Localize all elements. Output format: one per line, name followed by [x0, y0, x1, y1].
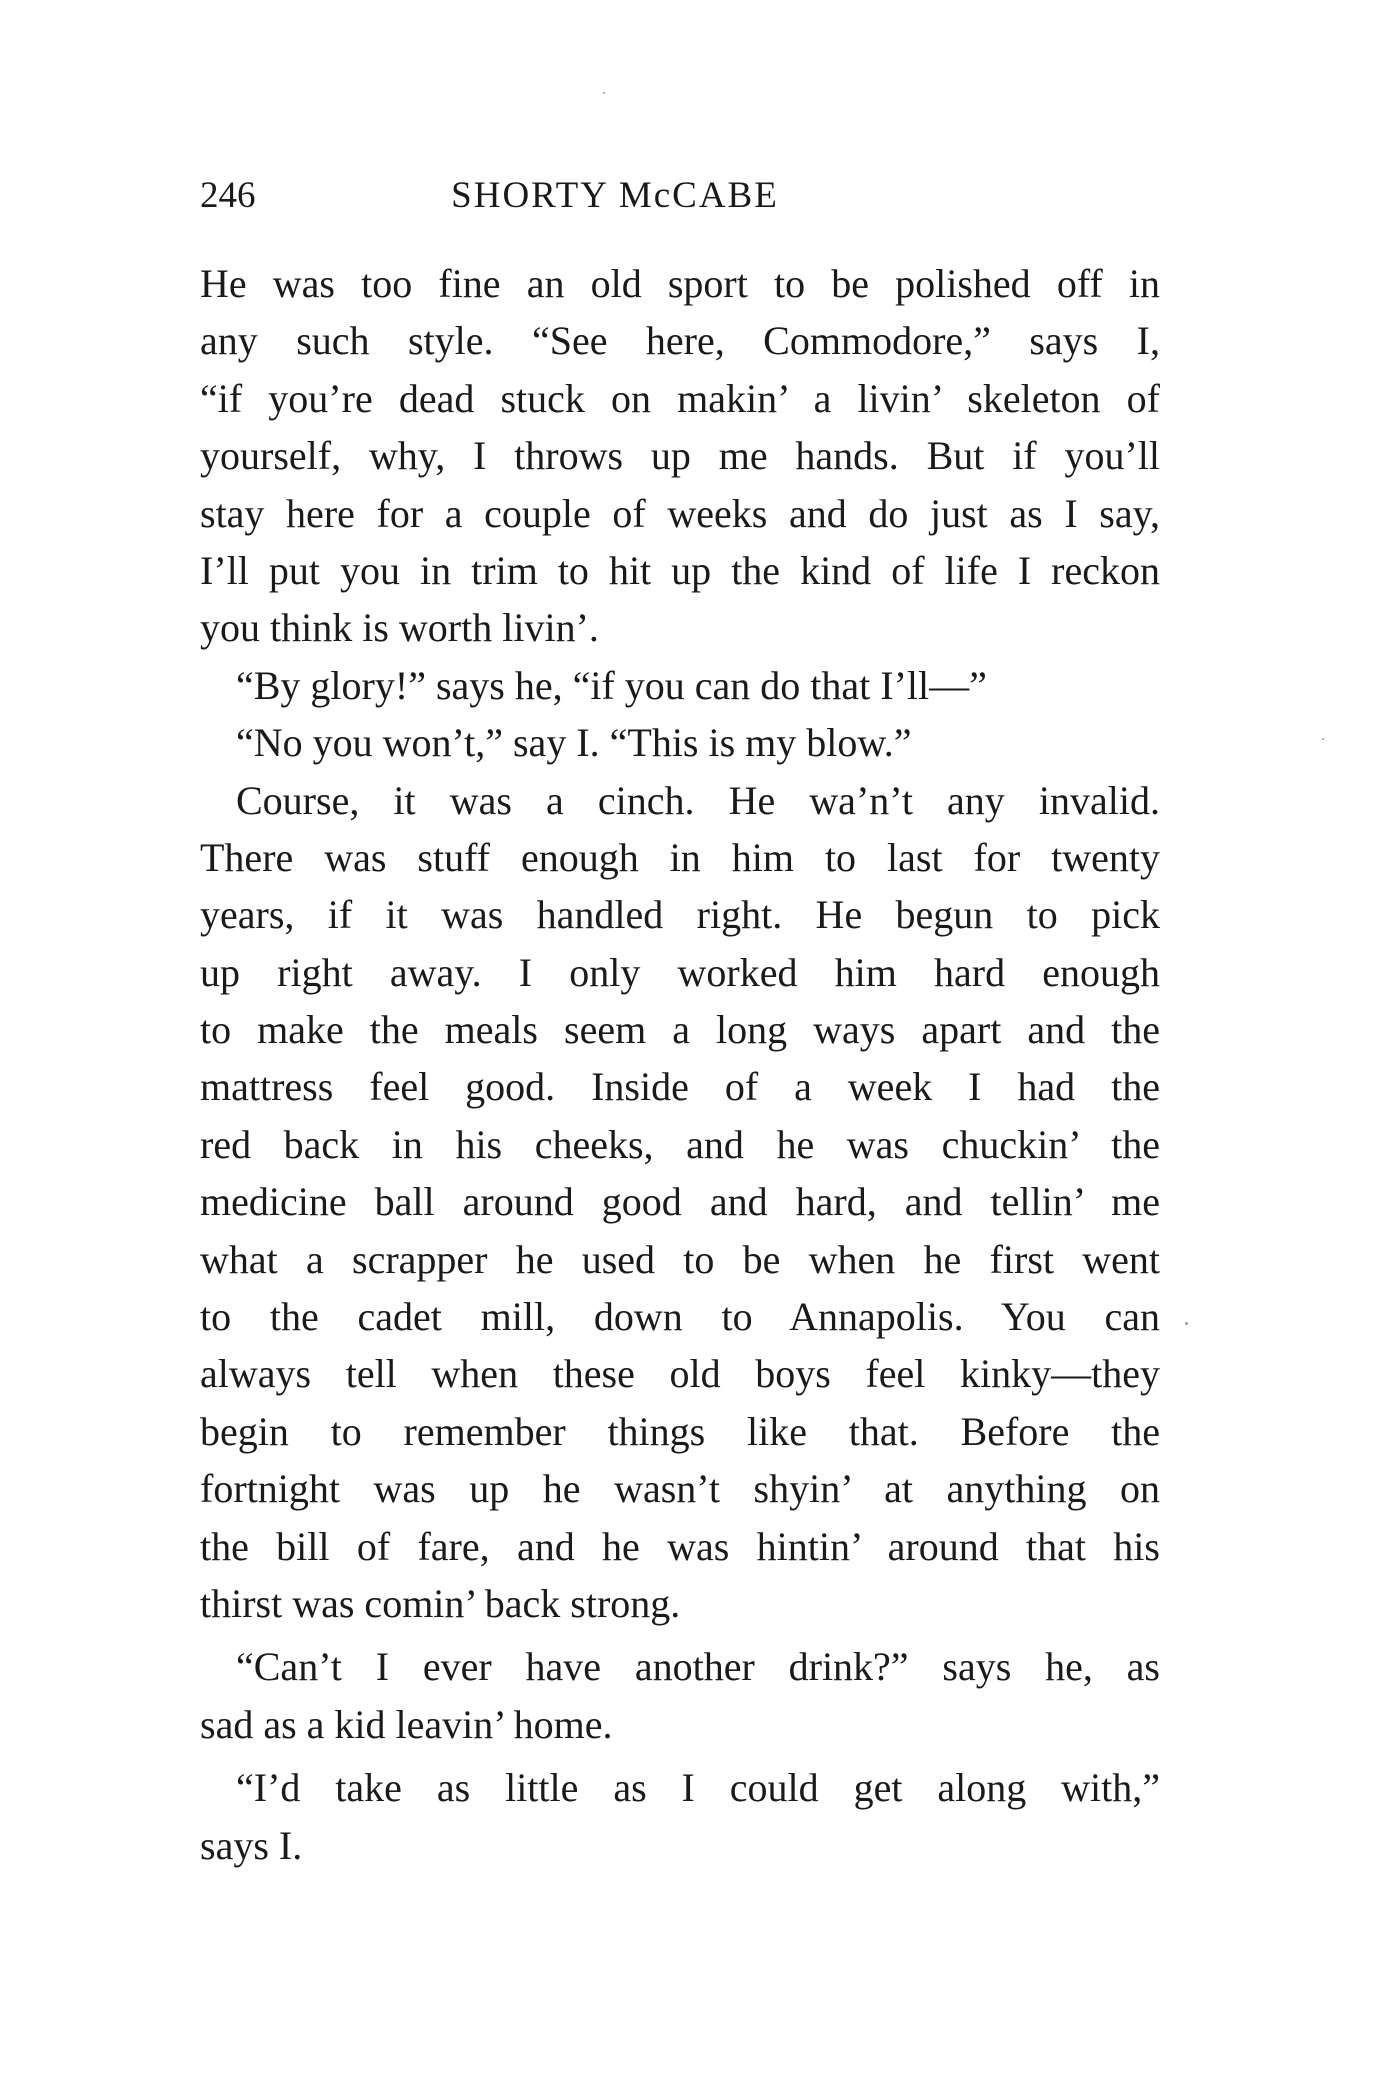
text-line: years, if it was handled right. He begun to pick	[200, 892, 1160, 938]
text-line: any such style. “See here, Commodore,” says I,	[200, 318, 1160, 364]
text-line: to make the meals seem a long ways apart and the	[200, 1007, 1160, 1053]
text-line: “I’d take as little as I could get along with,”	[236, 1765, 1160, 1811]
text-line: what a scrapper he used to be when he first went	[200, 1236, 1160, 1282]
text-line: stay here for a couple of weeks and do just as I say,	[200, 490, 1160, 536]
text-line: the bill of fare, and he was hintin’ around that his	[200, 1523, 1160, 1569]
text-line: to the cadet mill, down to Annapolis. You can	[200, 1294, 1160, 1340]
text-line: thirst was comin’ back strong.	[200, 1580, 681, 1626]
text-line: I’ll put you in trim to hit up the kind of life I reckon	[200, 547, 1160, 593]
scan-speck	[603, 92, 605, 94]
text-line: mattress feel good. Inside of a week I had the	[200, 1064, 1160, 1110]
text-line: sad as a kid leavin’ home.	[200, 1701, 613, 1747]
text-line: “if you’re dead stuck on makin’ a livin’ skeleton of	[200, 375, 1160, 421]
text-line: you think is worth livin’.	[200, 605, 599, 651]
text-line: “By glory!” says he, “if you can do that I’ll—”	[236, 662, 987, 708]
text-line: There was stuff enough in him to last for twenty	[200, 834, 1160, 880]
text-line: says I.	[200, 1822, 303, 1868]
text-line: always tell when these old boys feel kinky—they	[200, 1351, 1160, 1397]
scan-speck	[1185, 1322, 1188, 1325]
text-line: red back in his cheeks, and he was chuckin’ the	[200, 1121, 1160, 1167]
body-text	[200, 255, 1160, 1874]
text-line: yourself, why, I throws up me hands. But if you’ll	[200, 433, 1160, 479]
page-number: 246	[200, 175, 256, 216]
scan-speck	[1322, 738, 1324, 740]
text-line: medicine ball around good and hard, and tellin’ me	[200, 1179, 1160, 1225]
running-title: SHORTY McCABE	[451, 175, 779, 216]
text-line: fortnight was up he wasn’t shyin’ at anything on	[200, 1466, 1160, 1512]
text-line: “Can’t I ever have another drink?” says he, as	[236, 1644, 1160, 1690]
text-line: Course, it was a cinch. He wa’n’t any invalid.	[236, 777, 1160, 823]
running-head	[200, 172, 1160, 220]
text-line: “No you won’t,” say I. “This is my blow.”	[236, 720, 912, 766]
text-line: begin to remember things like that. Before the	[200, 1408, 1160, 1454]
text-line: He was too fine an old sport to be polished off in	[200, 261, 1160, 306]
text-line: up right away. I only worked him hard enough	[200, 949, 1160, 995]
